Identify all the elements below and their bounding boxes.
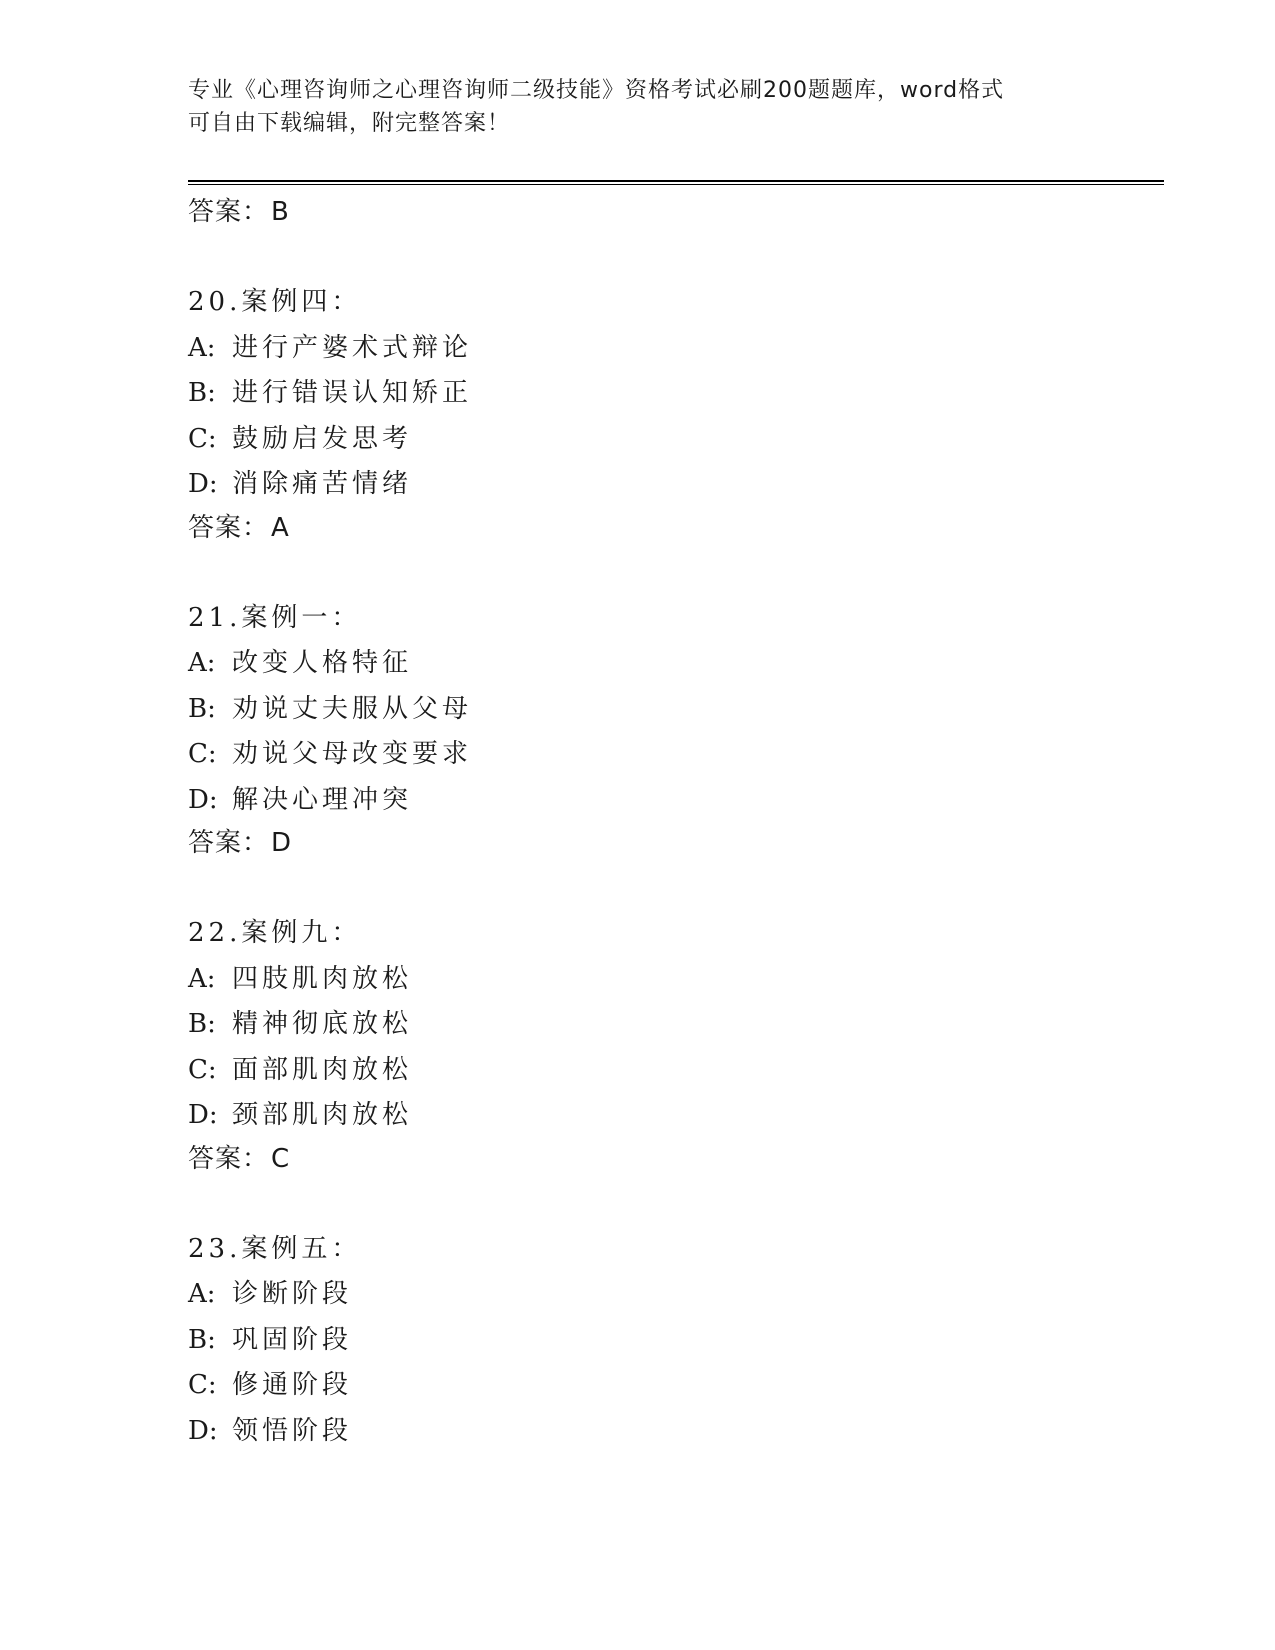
answer-line bbox=[188, 192, 1088, 232]
option-text: 精神彻底放松 bbox=[232, 1009, 413, 1039]
answer-label: 答案： bbox=[188, 1143, 270, 1174]
option-text: 诊断阶段 bbox=[232, 1279, 353, 1309]
answer-label: 答案： bbox=[188, 197, 270, 227]
option-b bbox=[188, 1002, 1088, 1048]
option-letter: B: bbox=[188, 1324, 216, 1355]
option-a bbox=[188, 326, 1088, 372]
question-block bbox=[188, 280, 1088, 508]
question-title: 21.案例一： bbox=[188, 602, 362, 633]
answer-line bbox=[188, 1139, 1088, 1179]
answer-value: B bbox=[271, 197, 290, 227]
option-d bbox=[188, 462, 1088, 508]
option-letter: D: bbox=[188, 469, 218, 499]
option-d bbox=[188, 1409, 1088, 1455]
option-text: 进行产婆术式辩论 bbox=[232, 332, 473, 363]
option-letter: C: bbox=[188, 423, 217, 454]
option-text: 劝说父母改变要求 bbox=[232, 739, 473, 769]
question-block bbox=[188, 1227, 1088, 1455]
spacer bbox=[188, 1179, 1088, 1227]
option-letter: A: bbox=[188, 1279, 216, 1309]
option-letter: A: bbox=[188, 332, 216, 363]
option-b bbox=[188, 687, 1088, 733]
question-block bbox=[188, 911, 1088, 1139]
answer-value: C bbox=[271, 1143, 291, 1174]
option-c bbox=[188, 417, 1088, 463]
option-letter: D: bbox=[188, 1415, 218, 1446]
option-text: 领悟阶段 bbox=[232, 1415, 353, 1446]
header-line-1: 专业《心理咨询师之心理咨询师二级技能》资格考试必刷200题题库，word格式 bbox=[188, 78, 1005, 103]
option-text: 鼓励启发思考 bbox=[232, 423, 413, 454]
option-text: 进行错误认知矫正 bbox=[232, 378, 473, 408]
option-text: 解决心理冲突 bbox=[232, 784, 413, 815]
option-text: 面部肌肉放松 bbox=[232, 1054, 413, 1085]
answer-value: D bbox=[271, 828, 293, 858]
question-title: 20.案例四： bbox=[188, 287, 362, 317]
header-divider-thick bbox=[188, 180, 1164, 182]
option-text: 四肢肌肉放松 bbox=[232, 963, 413, 994]
answer-line bbox=[188, 508, 1088, 548]
option-c bbox=[188, 1048, 1088, 1094]
option-letter: D: bbox=[188, 784, 218, 815]
answer-label: 答案： bbox=[188, 512, 270, 543]
option-b bbox=[188, 1318, 1088, 1364]
answer-line bbox=[188, 823, 1088, 863]
option-letter: B: bbox=[188, 378, 216, 408]
option-text: 消除痛苦情绪 bbox=[232, 469, 413, 499]
option-text: 劝说丈夫服从父母 bbox=[232, 693, 473, 724]
spacer bbox=[188, 232, 1088, 280]
option-text: 颈部肌肉放松 bbox=[232, 1100, 413, 1130]
option-text: 修通阶段 bbox=[232, 1370, 353, 1400]
answer-label: 答案： bbox=[188, 828, 270, 858]
option-letter: A: bbox=[188, 648, 216, 678]
question-title: 23.案例五： bbox=[188, 1233, 362, 1264]
option-b bbox=[188, 371, 1088, 417]
option-a bbox=[188, 957, 1088, 1003]
option-letter: A: bbox=[188, 963, 216, 994]
question-block bbox=[188, 596, 1088, 824]
header-line-2: 可自由下载编辑，附完整答案！ bbox=[188, 111, 511, 136]
question-title: 22.案例九： bbox=[188, 918, 362, 948]
option-letter: B: bbox=[188, 693, 216, 724]
document-header bbox=[188, 74, 1088, 140]
option-text: 改变人格特征 bbox=[232, 648, 413, 678]
header-divider-thin bbox=[188, 184, 1164, 185]
option-a bbox=[188, 1272, 1088, 1318]
option-d bbox=[188, 778, 1088, 824]
option-letter: C: bbox=[188, 1054, 217, 1085]
option-d bbox=[188, 1093, 1088, 1139]
option-letter: B: bbox=[188, 1009, 216, 1039]
option-c bbox=[188, 1363, 1088, 1409]
spacer bbox=[188, 548, 1088, 596]
answer-value: A bbox=[271, 512, 290, 543]
option-a bbox=[188, 641, 1088, 687]
option-text: 巩固阶段 bbox=[232, 1324, 353, 1355]
spacer bbox=[188, 863, 1088, 911]
option-c bbox=[188, 732, 1088, 778]
option-letter: C: bbox=[188, 1370, 217, 1400]
option-letter: D: bbox=[188, 1100, 218, 1130]
option-letter: C: bbox=[188, 739, 217, 769]
question-list bbox=[188, 192, 1088, 1454]
